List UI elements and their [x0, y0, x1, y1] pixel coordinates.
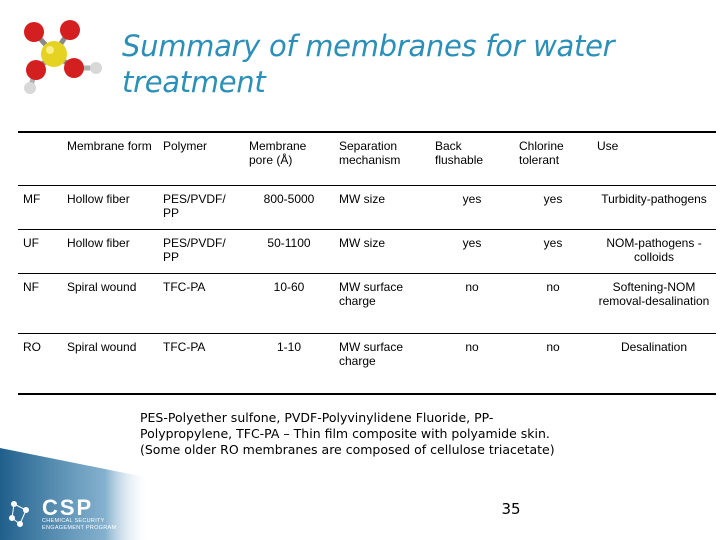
table-cell: yes: [514, 230, 592, 274]
table-cell: Hollow fiber: [62, 230, 158, 274]
table-cell: yes: [430, 230, 514, 274]
table-header-row: [18, 132, 716, 186]
table-cell: no: [430, 334, 514, 395]
header-cell: Use: [592, 132, 716, 186]
footnote-line: (Some older RO membranes are composed of cellulose triacetate): [140, 442, 555, 457]
table-cell: 800-5000: [244, 186, 334, 230]
membrane-table: [18, 131, 716, 395]
table-cell: Spiral wound: [62, 334, 158, 395]
page-number: 35: [501, 500, 521, 518]
header-cell: [18, 132, 62, 186]
table-cell: no: [514, 274, 592, 334]
abbreviations-footnote: [140, 410, 660, 458]
csp-logo-subtitle: ENGAGEMENT PROGRAM: [42, 525, 117, 531]
molecule-logo-icon: [14, 12, 106, 96]
table-cell: Turbidity-pathogens: [592, 186, 716, 230]
table-cell: PES/PVDF/ PP: [158, 186, 244, 230]
table-cell: MW size: [334, 186, 430, 230]
header-cell: Chlorine tolerant: [514, 132, 592, 186]
table-cell: Desalination: [592, 334, 716, 395]
header-cell: Polymer: [158, 132, 244, 186]
table-cell: Spiral wound: [62, 274, 158, 334]
header-cell: Membrane form: [62, 132, 158, 186]
header-cell: Separation mechanism: [334, 132, 430, 186]
table-cell: no: [430, 274, 514, 334]
slide-title: Summary of membranes for water treatment: [122, 29, 615, 99]
table-cell: NOM-pathogens -colloids: [592, 230, 716, 274]
footnote-line: PES-Polyether sulfone, PVDF-Polyvinylidene Fluoride, PP-: [140, 410, 494, 425]
table-cell: TFC-PA: [158, 334, 244, 395]
table-row: [18, 230, 716, 274]
table-row: [18, 274, 716, 334]
header-cell: Back flushable: [430, 132, 514, 186]
table-cell: 1-10: [244, 334, 334, 395]
table-cell: NF: [18, 274, 62, 334]
csp-logo-subtitle: CHEMICAL SECURITY: [42, 518, 105, 524]
table-cell: MW surface charge: [334, 334, 430, 395]
table-cell: Softening-NOM removal-desalination: [592, 274, 716, 334]
table-cell: PES/PVDF/ PP: [158, 230, 244, 274]
table-cell: TFC-PA: [158, 274, 244, 334]
table-row: [18, 186, 716, 230]
table-cell: RO: [18, 334, 62, 395]
table-cell: UF: [18, 230, 62, 274]
table-cell: MW surface charge: [334, 274, 430, 334]
header-cell: Membrane pore (Å): [244, 132, 334, 186]
table-cell: no: [514, 334, 592, 395]
table-row: [18, 334, 716, 395]
csp-logo-text: CSP: [42, 495, 94, 520]
table-cell: Hollow fiber: [62, 186, 158, 230]
table-cell: 50-1100: [244, 230, 334, 274]
footnote-line: Polypropylene, TFC-PA – Thin film composite with polyamide skin.: [140, 426, 550, 441]
table-cell: yes: [430, 186, 514, 230]
table-cell: MW size: [334, 230, 430, 274]
membrane-table-container: [18, 131, 716, 395]
table-cell: yes: [514, 186, 592, 230]
table-cell: 10-60: [244, 274, 334, 334]
table-cell: MF: [18, 186, 62, 230]
